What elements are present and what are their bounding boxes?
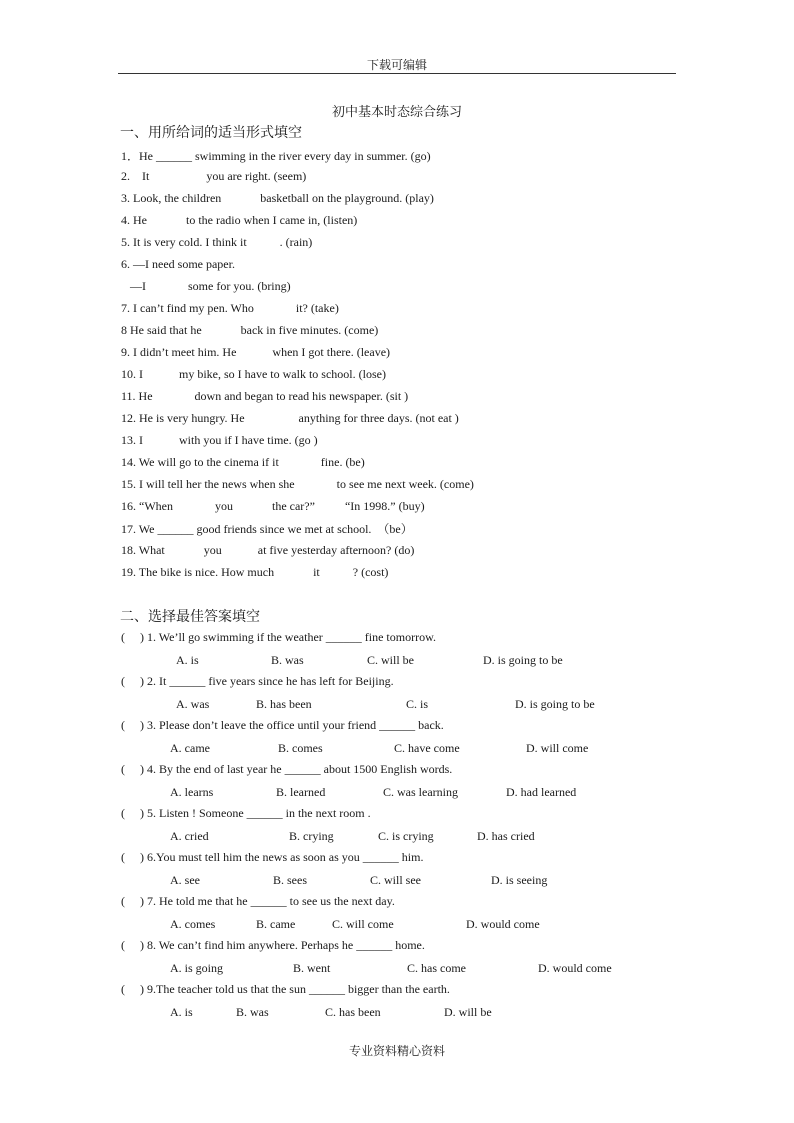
answer-option: C. will see xyxy=(370,873,421,887)
answer-option: D. will come xyxy=(526,741,589,755)
answer-option: D. would come xyxy=(466,917,540,931)
answer-option: C. was learning xyxy=(383,785,458,799)
exercise-line: 6. —I need some paper. xyxy=(121,257,235,271)
answer-option: A. is xyxy=(176,653,199,667)
answer-option: C. will be xyxy=(367,653,414,667)
answer-option: C. has come xyxy=(407,961,466,975)
answer-option: C. has been xyxy=(325,1005,381,1019)
document-title: 初中基本时态综合练习 xyxy=(331,105,462,120)
question-stem: ( ) 9.The teacher told us that the sun ______ bigger than the earth. xyxy=(121,982,450,996)
answer-option: D. is seeing xyxy=(491,873,548,887)
answer-option: A. cried xyxy=(170,829,209,843)
exercise-line: 7. I can’t find my pen. Who it? (take) xyxy=(121,301,339,315)
answer-option: D. will be xyxy=(444,1005,492,1019)
answer-option: C. is crying xyxy=(378,829,434,843)
exercise-line: 9. I didn’t meet him. He when I got there. (leave) xyxy=(121,345,391,359)
exercise-line: 5. It is very cold. I think it . (rain) xyxy=(121,235,313,249)
exercise-line: 1．He ______ swimming in the river every day in summer. (go) xyxy=(121,149,431,163)
question-stem: ( ) 5. Listen ! Someone ______ in the next room . xyxy=(121,806,371,820)
answer-option: B. was xyxy=(236,1005,269,1019)
answer-option: B. learned xyxy=(276,785,326,799)
answer-option: D. had learned xyxy=(506,785,577,799)
exercise-line: 17. We ______ good friends since we met at school. （be） xyxy=(121,522,413,536)
answer-option: A. was xyxy=(176,697,210,711)
answer-option: A. is going xyxy=(170,961,224,975)
exercise-line: 12. He is very hungry. He anything for three days. (not eat ) xyxy=(121,411,459,425)
answer-option: A. is xyxy=(170,1005,193,1019)
answer-option: A. see xyxy=(170,873,200,887)
answer-option: D. has cried xyxy=(477,829,535,843)
answer-option: C. will come xyxy=(332,917,394,931)
answer-option: A. came xyxy=(170,741,210,755)
exercise-line: 4. He to the radio when I came in, (listen) xyxy=(121,213,358,227)
answer-option: D. would come xyxy=(538,961,612,975)
question-stem: ( ) 2. It ______ five years since he has left for Beijing. xyxy=(121,674,394,688)
exercise-line: 11. He down and began to read his newspaper. (sit ) xyxy=(121,389,409,403)
page-header: 下载可编辑 xyxy=(366,58,427,72)
answer-option: A. learns xyxy=(170,785,214,799)
answer-option: A. comes xyxy=(170,917,216,931)
section2-heading: 二、选择最佳答案填空 xyxy=(120,609,260,625)
question-stem: ( ) 1. We’ll go swimming if the weather ______ fine tomorrow. xyxy=(121,630,436,644)
question-stem: ( ) 6.You must tell him the news as soon as you ______ him. xyxy=(121,850,424,864)
exercise-line: 16. “When you the car?” “In 1998.” (buy) xyxy=(121,499,425,513)
answer-option: B. comes xyxy=(278,741,323,755)
exercise-line: 3. Look, the children basketball on the playground. (play) xyxy=(121,191,434,205)
header-divider xyxy=(118,73,676,74)
exercise-line: 13. I with you if I have time. (go ) xyxy=(121,433,318,447)
question-stem: ( ) 7. He told me that he ______ to see us the next day. xyxy=(121,894,395,908)
answer-option: B. was xyxy=(271,653,304,667)
exercise-line: 8 He said that he back in five minutes. (come) xyxy=(121,323,379,337)
exercise-line: 2. It you are right. (seem) xyxy=(121,169,307,183)
question-stem: ( ) 8. We can’t find him anywhere. Perhaps he ______ home. xyxy=(121,938,425,952)
answer-option: B. has been xyxy=(256,697,312,711)
answer-option: C. is xyxy=(406,697,429,711)
answer-option: D. is going to be xyxy=(483,653,563,667)
answer-option: B. came xyxy=(256,917,296,931)
answer-option: C. have come xyxy=(394,741,460,755)
exercise-line: —I some for you. (bring) xyxy=(121,279,291,293)
page-footer: 专业资料精心资料 xyxy=(348,1044,445,1058)
answer-option: D. is going to be xyxy=(515,697,595,711)
exercise-line: 15. I will tell her the news when she to see me next week. (come) xyxy=(121,477,474,491)
exercise-line: 18. What you at five yesterday afternoon? (do) xyxy=(121,543,415,557)
answer-option: B. crying xyxy=(289,829,334,843)
answer-option: B. went xyxy=(293,961,331,975)
question-stem: ( ) 3. Please don’t leave the office until your friend ______ back. xyxy=(121,718,444,732)
exercise-line: 14. We will go to the cinema if it fine. (be) xyxy=(121,455,365,469)
answer-option: B. sees xyxy=(273,873,307,887)
question-stem: ( ) 4. By the end of last year he ______ about 1500 English words. xyxy=(121,762,453,776)
exercise-line: 10. I my bike, so I have to walk to school. (lose) xyxy=(121,367,386,381)
section1-heading: 一、用所给词的适当形式填空 xyxy=(120,125,302,141)
exercise-line: 19. The bike is nice. How much it ? (cost) xyxy=(121,565,389,579)
